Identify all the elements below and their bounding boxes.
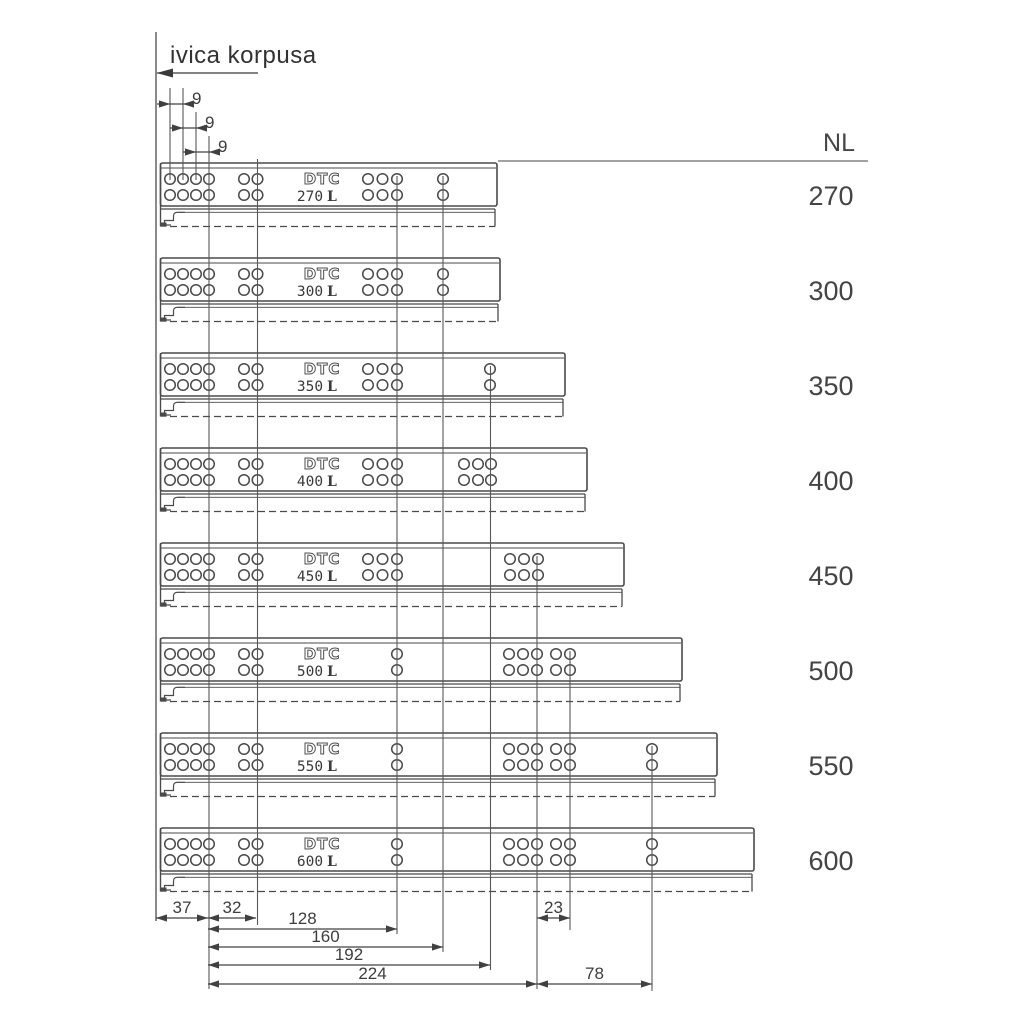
dimension-arrow-icon [641, 980, 652, 987]
mounting-hole [191, 554, 202, 565]
rail-size-suffix: L [327, 474, 337, 490]
mounting-hole [191, 364, 202, 375]
mounting-hook [165, 402, 186, 415]
dim-label: 192 [334, 945, 364, 964]
dtc-logo: DTC [303, 170, 341, 188]
mounting-hole [363, 570, 374, 581]
rail-size-label: 600 [296, 854, 324, 870]
mounting-hole [178, 649, 189, 660]
mounting-hole [191, 459, 202, 470]
mounting-hole [165, 760, 176, 771]
nl-column-header: NL [823, 129, 855, 157]
mounting-hole [165, 285, 176, 296]
mounting-hook [165, 782, 186, 795]
dimension-arrow-icon [432, 943, 443, 950]
dimension-arrow-icon [245, 914, 256, 921]
dimension-arrow-icon [208, 980, 219, 987]
mounting-hole [473, 475, 484, 486]
mounting-hole [363, 364, 374, 375]
rail-size-label: 300 [296, 284, 324, 300]
mounting-hole [239, 285, 250, 296]
mounting-hole [504, 760, 515, 771]
mounting-hole [504, 839, 515, 850]
dimension-arrow-icon [208, 961, 219, 968]
mounting-hole [551, 649, 562, 660]
hook-foot [161, 888, 167, 892]
nl-value: 400 [808, 466, 854, 496]
mounting-hole [178, 380, 189, 391]
mounting-hole [165, 269, 176, 280]
hook-foot [161, 793, 167, 797]
mounting-hole [239, 364, 250, 375]
mounting-hole [377, 570, 388, 581]
mounting-hole [239, 760, 250, 771]
dtc-logo: DTC [303, 455, 341, 473]
dimension-arrow-icon [172, 124, 183, 131]
mounting-hole [459, 475, 470, 486]
dimension-arrow-icon [156, 914, 167, 921]
dim-label: 78 [585, 964, 604, 983]
mounting-hole [239, 649, 250, 660]
rail-300 [161, 258, 501, 322]
mounting-hole [505, 570, 516, 581]
mounting-hole [191, 855, 202, 866]
mounting-hole [518, 744, 529, 755]
mounting-hole [165, 380, 176, 391]
mounting-hook [165, 592, 186, 605]
dimension-arrow-icon [559, 914, 570, 921]
dtc-logo: DTC [303, 740, 341, 758]
mounting-hole [363, 174, 374, 185]
mounting-hole [239, 174, 250, 185]
dimension-arrow-icon [386, 925, 397, 932]
mounting-hole [165, 855, 176, 866]
dimension-arrow-icon [159, 100, 170, 107]
mounting-hole [191, 285, 202, 296]
dimension-arrow-icon [537, 914, 548, 921]
mounting-hole [363, 459, 374, 470]
mounting-hole [551, 744, 562, 755]
mounting-hole [459, 459, 470, 470]
dim-label: 224 [358, 964, 387, 983]
mounting-hole [239, 190, 250, 201]
dim-label: 160 [311, 927, 340, 946]
mounting-hole [191, 760, 202, 771]
mounting-hook [165, 497, 186, 510]
rail-size-label: 500 [296, 664, 324, 680]
mounting-hole [377, 364, 388, 375]
dim-label: 32 [222, 898, 242, 917]
mounting-hole [377, 475, 388, 486]
mounting-hole [504, 855, 515, 866]
mounting-hole [165, 570, 176, 581]
mounting-hole [239, 570, 250, 581]
nl-value: 550 [808, 751, 854, 781]
dimension-arrow-icon [208, 943, 219, 950]
rail-550 [161, 733, 718, 797]
nl-value: 600 [808, 846, 854, 876]
mounting-hole [191, 269, 202, 280]
mounting-hole [191, 649, 202, 660]
mounting-hole [165, 190, 176, 201]
dim-label: 9 [192, 89, 202, 108]
hook-foot [161, 603, 167, 607]
dtc-logo: DTC [303, 550, 341, 568]
mounting-hole [377, 190, 388, 201]
nl-value: 270 [808, 181, 854, 211]
rail-450 [161, 543, 625, 607]
mounting-hole [178, 459, 189, 470]
mounting-hole [504, 649, 515, 660]
rail-270 [161, 163, 498, 227]
dtc-logo: DTC [303, 360, 341, 378]
rail-size-suffix: L [327, 569, 337, 585]
hook-foot [161, 698, 167, 702]
mounting-hole [178, 570, 189, 581]
mounting-hole [165, 744, 176, 755]
dimension-arrow-icon [479, 961, 490, 968]
mounting-hole [178, 744, 189, 755]
mounting-hook [165, 212, 186, 225]
dim-label: 128 [288, 909, 317, 928]
dim-label: 9 [218, 137, 228, 156]
dtc-logo: DTC [303, 645, 341, 663]
mounting-hole [178, 839, 189, 850]
mounting-hole [363, 475, 374, 486]
rail-size-label: 550 [296, 759, 324, 775]
dimension-arrow-icon [208, 925, 219, 932]
mounting-hole [178, 285, 189, 296]
dimension-arrow-icon [185, 148, 196, 155]
mounting-hole [533, 570, 544, 581]
mounting-hole [377, 174, 388, 185]
nl-value: 450 [808, 561, 854, 591]
rail-size-suffix: L [327, 664, 337, 680]
mounting-hole [363, 380, 374, 391]
mounting-hook [165, 877, 186, 890]
mounting-hole [191, 839, 202, 850]
dtc-logo: DTC [303, 265, 341, 283]
mounting-hole [178, 665, 189, 676]
mounting-hole [519, 554, 530, 565]
rail-350 [161, 353, 566, 417]
mounting-hole [239, 475, 250, 486]
mounting-hole [165, 554, 176, 565]
mounting-hole [363, 285, 374, 296]
mounting-hole [505, 554, 516, 565]
mounting-hole [239, 269, 250, 280]
mounting-hole [178, 190, 189, 201]
mounting-hole [377, 269, 388, 280]
mounting-hook [165, 307, 186, 320]
mounting-hole [191, 475, 202, 486]
mounting-hole [165, 459, 176, 470]
dim-label: 9 [205, 113, 215, 132]
dimension-arrow-icon [208, 914, 219, 921]
mounting-hole [178, 475, 189, 486]
hook-foot [161, 223, 167, 227]
mounting-hole [551, 855, 562, 866]
mounting-hole [377, 554, 388, 565]
rail-size-suffix: L [327, 854, 337, 870]
rail-600 [161, 828, 755, 892]
mounting-hole [551, 839, 562, 850]
dimension-arrow-icon [537, 980, 548, 987]
mounting-hole [178, 554, 189, 565]
mounting-hole [377, 459, 388, 470]
mounting-hole [239, 380, 250, 391]
mounting-hole [518, 649, 529, 660]
rail-size-suffix: L [327, 759, 337, 775]
dim-label: 37 [172, 898, 192, 917]
mounting-hole [473, 459, 484, 470]
mounting-hole [518, 665, 529, 676]
nl-value: 300 [808, 276, 854, 306]
mounting-hole [178, 269, 189, 280]
rail-size-label: 400 [296, 474, 324, 490]
mounting-hole [518, 760, 529, 771]
mounting-hole [363, 554, 374, 565]
rail-size-label: 450 [296, 569, 324, 585]
hook-foot [161, 413, 167, 417]
mounting-hole [239, 554, 250, 565]
hook-foot [161, 318, 167, 322]
mounting-hole [518, 855, 529, 866]
rail-400 [161, 448, 588, 512]
mounting-hole [551, 665, 562, 676]
mounting-hole [377, 380, 388, 391]
mounting-hole [178, 855, 189, 866]
mounting-hole [165, 649, 176, 660]
rail-500 [161, 638, 683, 702]
mounting-hole [363, 269, 374, 280]
rail-size-label: 350 [296, 379, 324, 395]
mounting-hole [239, 839, 250, 850]
rail-size-suffix: L [327, 284, 337, 300]
dimension-arrow-icon [526, 980, 537, 987]
mounting-hole [377, 285, 388, 296]
mounting-hole [504, 665, 515, 676]
dimension-arrow-icon [197, 914, 208, 921]
nl-value: 350 [808, 371, 854, 401]
rail-size-label: 270 [296, 189, 324, 205]
mounting-hole [165, 839, 176, 850]
mounting-hole [191, 665, 202, 676]
cabinet-edge-label: ivica korpusa [170, 42, 317, 69]
dtc-logo: DTC [303, 835, 341, 853]
rail-size-suffix: L [327, 379, 337, 395]
mounting-hole [178, 760, 189, 771]
mounting-hole [518, 839, 529, 850]
mounting-hole [363, 190, 374, 201]
rail-size-suffix: L [327, 189, 337, 205]
mounting-hole [239, 855, 250, 866]
mounting-hole [551, 760, 562, 771]
mounting-hole [519, 570, 530, 581]
mounting-hole [165, 665, 176, 676]
nl-value: 500 [808, 656, 854, 686]
mounting-hole [165, 364, 176, 375]
mounting-hole [191, 190, 202, 201]
dimension-arrow-icon [209, 148, 220, 155]
mounting-hole [239, 665, 250, 676]
mounting-hole [191, 570, 202, 581]
mounting-hook [165, 687, 186, 700]
mounting-hole [504, 744, 515, 755]
dim-label: 23 [544, 898, 563, 917]
mounting-hole [191, 744, 202, 755]
dimension-arrow-icon [183, 100, 194, 107]
mounting-hole [239, 744, 250, 755]
hook-foot [161, 508, 167, 512]
mounting-hole [191, 380, 202, 391]
dimension-arrow-icon [196, 124, 207, 131]
mounting-hole [239, 459, 250, 470]
mounting-hole [533, 554, 544, 565]
mounting-hole [178, 364, 189, 375]
mounting-hole [165, 475, 176, 486]
